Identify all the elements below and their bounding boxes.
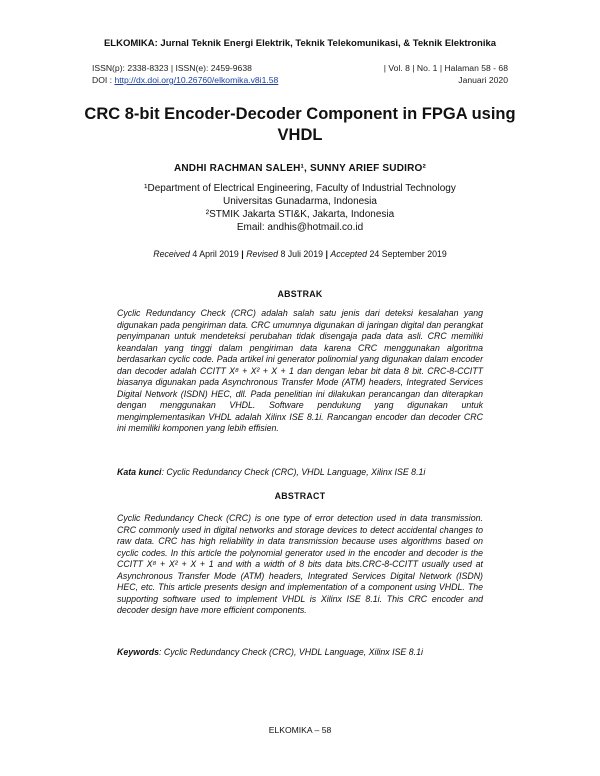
abstract-keywords	[117, 647, 483, 657]
volume-line: | Vol. 8 | No. 1 | Halaman 58 - 68	[383, 63, 508, 73]
issue-date: Januari 2020	[458, 75, 508, 85]
keywords-label: Keywords	[117, 647, 160, 657]
revised-label: Revised	[246, 249, 278, 259]
kata-kunci-label: Kata kunci	[117, 467, 162, 477]
received-date: 4 April 2019	[192, 249, 239, 259]
affiliation-line-2: Universitas Gunadarma, Indonesia	[223, 196, 377, 207]
journal-name: ELKOMIKA: Jurnal Teknik Energi Elektrik, Teknik Telekomunikasi, & Teknik Elektronika	[103, 38, 497, 49]
authors: ANDHI RACHMAN SALEH¹, SUNNY ARIEF SUDIRO²	[173, 163, 427, 174]
issn-line: ISSN(p): 2338-8323 | ISSN(e): 2459-9638	[92, 63, 252, 73]
abstrak-heading: ABSTRAK	[277, 289, 323, 299]
affiliation-line-3: ²STMIK Jakarta STI&K, Jakarta, Indonesia	[205, 209, 395, 220]
affiliation-line-1: ¹Department of Electrical Engineering, Faculty of Industrial Technology	[144, 183, 456, 194]
abstract-body: Cyclic Redundancy Check (CRC) is one type of error detection used in data transmission. CRC commonly used in digital networks and storage devices to detect accidental changes to raw data. CRC has high reliability in data transmission because uses algorithms based on cyclic codes. In this article the polynomial generator used in the encoder and decoder is the CCITT X⁸ + X² + X + 1 and with a width of 8 bits data bits.CRC-8-CCITT usually used at Asynchronous Transfer Mode (ATM) headers, Integrated Services Digital Network (ISDN) HEC, etc. This article presents design and implementation of a component using VHDL. The supporting software used to implement VHDL is Xilinx ISE 8.1i. This CRC encoder and decoder design have more efficient components.	[117, 513, 483, 615]
doi-line	[92, 75, 278, 85]
accepted-label: Accepted	[330, 249, 368, 259]
received-label: Received	[153, 249, 190, 259]
kata-kunci-text: : Cyclic Redundancy Check (CRC), VHDL Language, Xilinx ISE 8.1i	[161, 467, 426, 477]
abstrak-body: Cyclic Redundancy Check (CRC) adalah salah satu jenis dari deteksi kesalahan yang digunakan pada pengiriman data. CRC umumnya digunakan di jaringan digital dan perangkat penyimpanan untuk mendeteksi perubahan tidak disengaja pada data asli. CRC memiliki keandalan yang tinggi dalam pengiriman data karena CRC menggunakan algoritma berdasarkan cyclic code. Pada artikel ini generator polinomial yang digunakan dalam encoder dan decoder adalah CCITT X⁸ + X² + X + 1 dan dengan lebar bit data 8 bit. CRC-8-CCITT biasanya digunakan pada Asynchronous Transfer Mode (ATM) headers, Integrated Services Digital Network (ISDN) HEC, dll. Pada penelitian ini dilakukan perancangan dan diterapkan dengan menggunakan VHDL. Software pendukung yang digunakan untuk mengimplementasikan VHDL adalah Xilinx ISE 8.1i. Rancangan encoder dan decoder CRC ini memiliki komponen yang lebih effisien.	[117, 308, 483, 433]
abstrak-keywords	[117, 467, 483, 477]
email-line: Email: andhis@hotmail.co.id	[236, 222, 364, 233]
keywords-text: : Cyclic Redundancy Check (CRC), VHDL Language, Xilinx ISE 8.1i	[159, 647, 423, 657]
doi-label: DOI :	[92, 75, 113, 85]
paper-title: CRC 8-bit Encoder-Decoder Component in FPGA using VHDL	[84, 105, 516, 144]
doi-link[interactable]: http://dx.doi.org/10.26760/elkomika.v8i1.58	[114, 75, 279, 85]
accepted-date: 24 September 2019	[369, 249, 447, 259]
abstract-heading: ABSTRACT	[274, 491, 326, 501]
page-footer: ELKOMIKA – 58	[268, 725, 332, 735]
revised-date: 8 Juli 2019	[280, 249, 323, 259]
submission-dates: Received 4 April 2019 | Revised 8 Juli 2019 | Accepted 24 September 2019	[153, 249, 447, 259]
